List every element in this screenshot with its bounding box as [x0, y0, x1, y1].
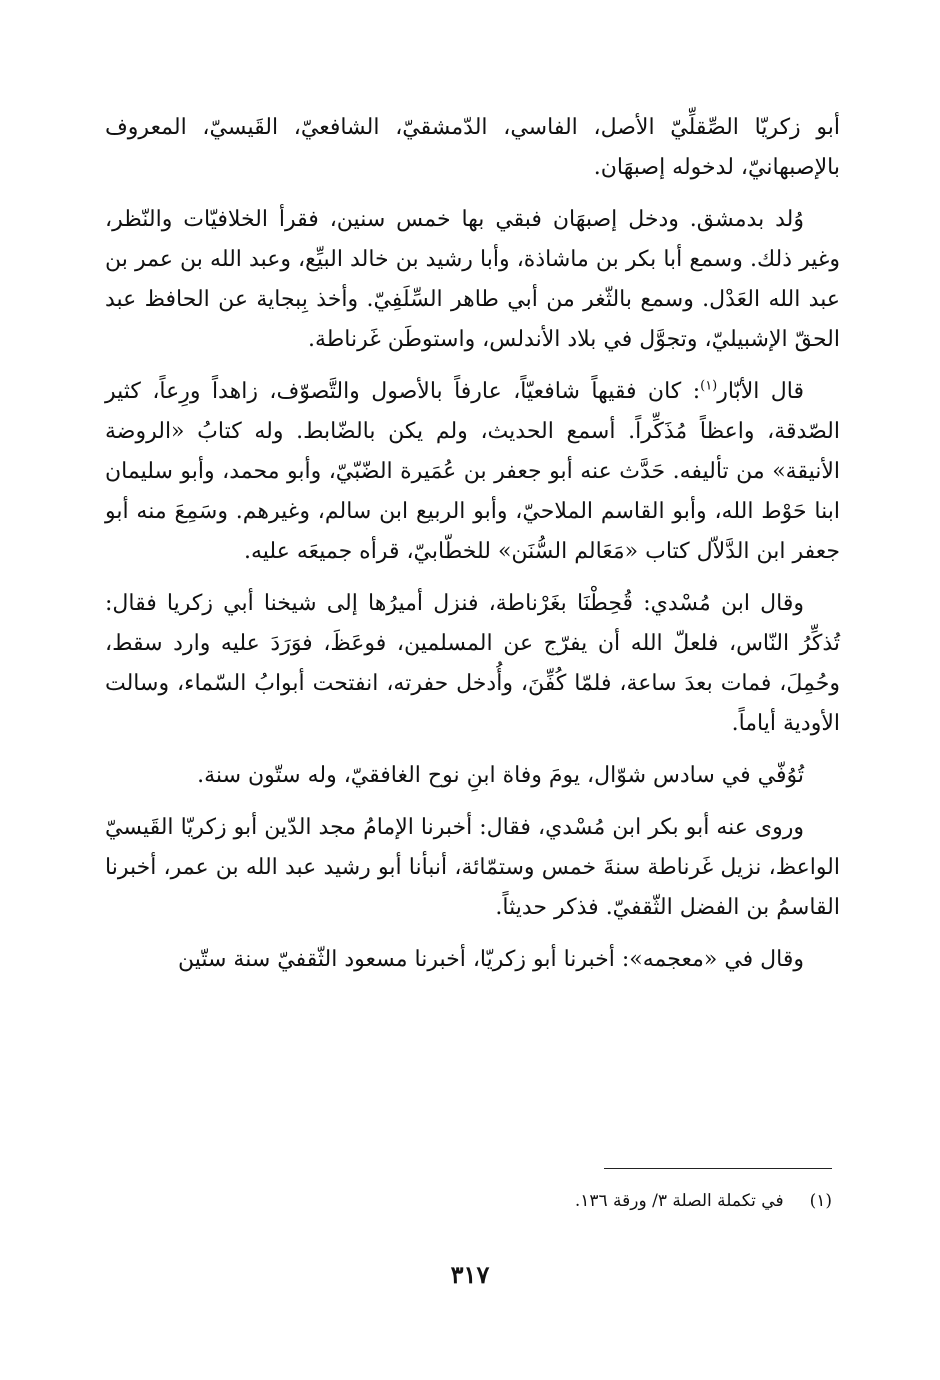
footnote-number: (١)	[809, 1191, 832, 1211]
paragraph-3-lead: قال الأبّار	[717, 379, 805, 404]
footnote-text: في تكملة الصلة ٣/ ورقة ١٣٦.	[574, 1191, 784, 1211]
paragraph-5: تُوُفّي في سادس شوّال، يومَ وفاة ابنِ نوح الغافقيّ، وله ستّون سنة.	[197, 763, 804, 788]
main-text	[105, 108, 840, 992]
paragraph-1: أبو زكريّا الصِّقلِّيّ الأصل، الفاسي، الدّمشقيّ، الشافعيّ، القَيسيّ، المعروف بالإصبهانيّ، لدخوله إصبهَان.	[105, 115, 840, 180]
page-number: ٣١٧	[450, 1260, 490, 1289]
paragraph-3-separator: :	[681, 379, 701, 404]
footnote	[232, 1188, 832, 1214]
paragraph-3-body: كان فقيهاً شافعيّاً، عارفاً بالأصول والتَّصوّف، زاهداً ورِعاً، كثير الصّدقة، واعظاً مُذَكِّراً. أسمع الحديث، ولم يكن بالضّابط. وله كتابُ «الروضة الأنيقة» من تأليفه. حَدَّث عنه أبو جعفر بن عُمَيرة الضّبّيّ، وأبو محمد، وأبو سليمان ابنا حَوْط الله، وأبو القاسم الملاحيّ، وأبو الربيع ابن سالم، وغيرهم. وسَمِعَ منه أبو جعفر ابن الدَّلاّل كتاب «مَعَالم السُّنَن» للخطّابيّ، قرأه جميعَه عليه.	[105, 379, 840, 564]
footnote-divider	[604, 1168, 832, 1169]
footnote-reference[interactable]: (١)	[700, 378, 718, 394]
paragraph-7: وقال في «معجمه»: أخبرنا أبو زكريّا، أخبرنا مسعود الثّقفيّ سنة ستّين	[177, 947, 804, 972]
paragraph-2: وُلد بدمشق. ودخل إصبهَان فبقي بها خمس سنين، فقرأ الخلافيّات والنّظر، وغير ذلك. وسمع أبا بكر بن ماشاذة، وأبا رشيد بن خالد البيِّع، وعبد الله بن عمر بن عبد الله العَدْل. وسمع بالثّغر من أبي طاهر السِّلَفِيّ. وأخذ بِبجاية عن الحافظ عبد الحقّ الإشبيليّ، وتجوَّل في بلاد الأندلس، واستوطَن غَرناطة.	[105, 207, 840, 352]
paragraph-6: وروى عنه أبو بكر ابن مُسْدي، فقال: أخبرنا الإمامُ مجد الدّين أبو زكريّا القَيسيّ الواعظ، نزيل غَرناطة سنةَ خمس وستمّائة، أنبأنا أبو رشيد عبد الله بن عمر، أخبرنا القاسمُ بن الفضل الثّقفيّ. فذكر حديثاً.	[105, 815, 840, 920]
paragraph-3	[105, 372, 840, 572]
paragraph-4: وقال ابن مُسْدي: قُحِطْنَا بغَرْناطة، فنزل أميرُها إلى شيخنا أبي زكريا فقال: تُذكِّرُ النّاس، فلعلّ الله أن يفرّج عن المسلمين، فوعَظَ، فوَرَدَ عليه وارد سقط، وحُمِلَ، فمات بعدَ ساعة، فلمّا كُفِّنَ، وأُدخل حفرته، انفتحت أبوابُ السّماء، وسالت الأودية أياماً.	[105, 591, 840, 736]
